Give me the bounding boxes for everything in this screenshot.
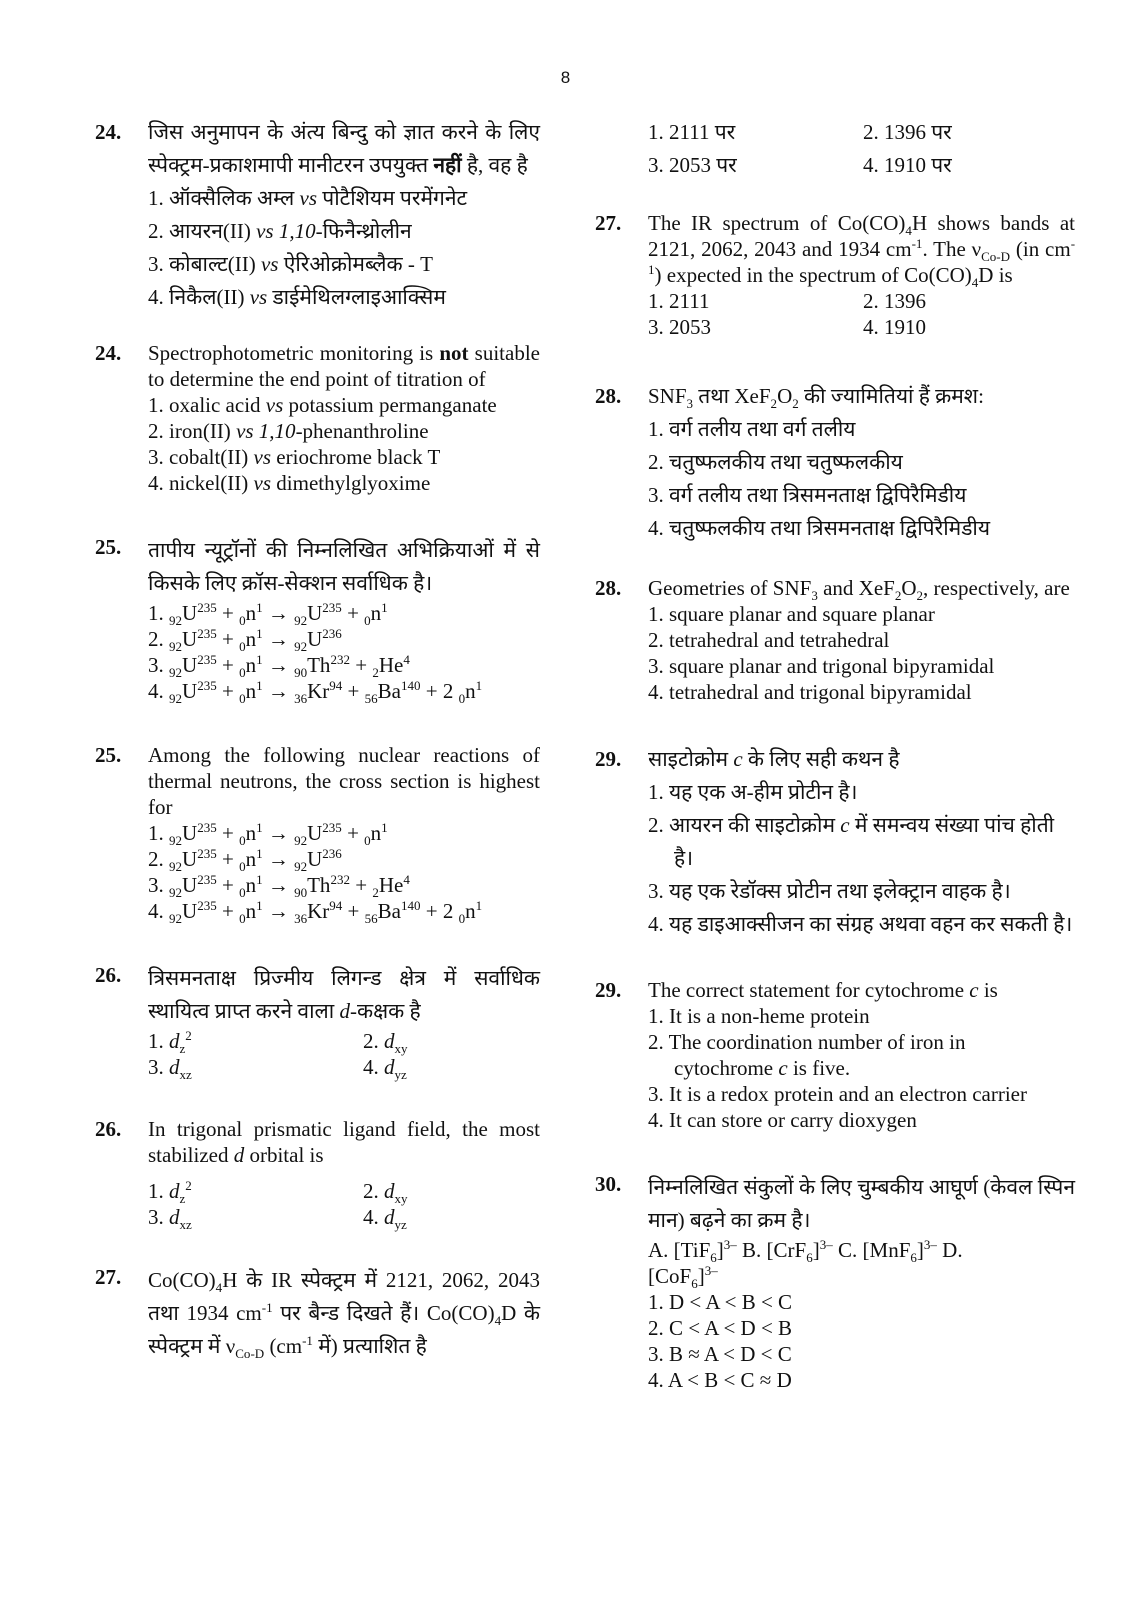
option-3: 3. वर्ग तलीय तथा त्रिसमनताक्ष द्विपिरैमिडीय (648, 483, 967, 507)
question-27-hindi (95, 1264, 540, 1363)
reaction-option-4: 4. $_{92}U^{235} + _0n^1 \to _{36}Kr^{94} + _{56}Ba^{140} + 2$ $_0n^1$ (148, 678, 483, 707)
option-3: 3. B ≈ A < D < C (648, 1342, 792, 1366)
question-stem: The correct statement for cytochrome c is (648, 978, 998, 1002)
question-number: 26. (95, 963, 122, 987)
option-1: 1. यह एक अ-हीम प्रोटीन है। (648, 780, 858, 804)
option-4: 4. चतुष्फलकीय तथा त्रिसमनताक्ष द्विपिरैमिडीय (648, 516, 991, 540)
page-number: 8 (560, 68, 571, 87)
option-4: 4. यह डाइआक्सीजन का संग्रह अथवा वहन कर सकती है। (648, 912, 1073, 936)
question-number: 27. (595, 211, 622, 235)
question-stem: साइटोक्रोम c के लिए सही कथन है (648, 747, 900, 771)
option-1: 1. square planar and square planar (648, 602, 935, 626)
option-1: 1. 2111 पर (648, 120, 736, 144)
question-stem: Among the following nuclear reactions of thermal neutrons, the cross section is highest for (148, 743, 540, 819)
option-1: 1. D < A < B < C (648, 1290, 793, 1314)
question-27-hindi-options (595, 116, 1075, 182)
question-28-hindi (595, 380, 1075, 545)
option-2: 2. 1396 (863, 289, 926, 313)
question-number: 24. (95, 341, 122, 365)
complex-list: A. $[TiF_6]^{3-}$ B. $[CrF_6]^{3-}$ C. $[MnF_6]^{3-}$ D. $[CoF_6]^{3-}$ (648, 1237, 963, 1292)
option-2: 2. आयरन(II) vs 1,10-फिनैन्थ्रोलीन (148, 219, 412, 243)
question-stem: तापीय न्यूट्रॉनों की निम्नलिखित अभिक्रियाओं में से किसके लिए क्रॉस-सेक्शन सर्वाधिक है। (148, 538, 540, 595)
option-3: 3. cobalt(II) vs eriochrome black T (148, 445, 441, 469)
option-1: 1. $d_z^2$ (148, 1028, 192, 1057)
question-stem: Geometries of $SNF_3$ and $XeF_2O_2$, respectively, are (648, 576, 1070, 604)
option-1: 1. ऑक्सैलिक अम्ल vs पोटैशियम परमेंगनेट (148, 186, 468, 210)
option-3: 3. It is a redox protein and an electron carrier (648, 1082, 1027, 1106)
question-number: 29. (595, 747, 622, 771)
option-4: 4. $d_{yz}$ (363, 1205, 407, 1233)
option-4: 4. $d_{yz}$ (363, 1055, 407, 1083)
option-2: 2. C < A < D < B (648, 1316, 793, 1340)
option-2: 2. $d_{xy}$ (363, 1179, 408, 1207)
option-1: 1. $d_z^2$ (148, 1178, 192, 1207)
question-29-hindi (595, 743, 1075, 941)
question-24-hindi (95, 116, 540, 314)
question-stem: निम्नलिखित संकुलों के लिए चुम्बकीय आघूर्ण (केवल स्पिन मान) बढ़ने का क्रम है। (648, 1175, 1075, 1232)
reaction-option-2: 2. $_{92}U^{235} + _0n^1 \to _{92}U^{236}$ (148, 626, 342, 655)
option-3: 3. कोबाल्ट(II) vs ऐरिओक्रोमब्लैक - T (148, 252, 433, 276)
reaction-option-3: 3. $_{92}U^{235} + _0n^1 \to _{90}Th^{232} + _2He^4$ (148, 872, 410, 901)
reaction-option-3: 3. $_{92}U^{235} + _0n^1 \to _{90}Th^{232} + _2He^4$ (148, 652, 410, 681)
reaction-option-1: 1. $_{92}U^{235} + _0n^1 \to _{92}U^{235} + _0n^1$ (148, 820, 388, 849)
question-stem: In trigonal prismatic ligand field, the most stabilized d orbital is (148, 1117, 540, 1167)
option-3: 3. यह एक रेडॉक्स प्रोटीन तथा इलेक्ट्रान वाहक है। (648, 879, 1011, 903)
option-1: 1. वर्ग तलीय तथा वर्ग तलीय (648, 417, 856, 441)
options-grid (648, 116, 1075, 182)
question-number: 25. (95, 535, 122, 559)
option-4: 4. tetrahedral and trigonal bipyramidal (648, 680, 972, 704)
option-2: 2. iron(II) vs 1,10-phenanthroline (148, 419, 429, 443)
option-4: 4. A < B < C ≈ D (648, 1368, 792, 1392)
question-number: 24. (95, 120, 122, 144)
option-3: 3. square planar and trigonal bipyramidal (648, 654, 995, 678)
question-24-english (95, 340, 540, 496)
option-4: 4. nickel(II) vs dimethylglyoxime (148, 471, 431, 495)
question-number: 26. (95, 1117, 122, 1141)
question-number: 28. (595, 576, 622, 600)
option-3: 3. 2053 (648, 315, 711, 339)
question-26-english (95, 1116, 540, 1233)
option-3: 3. 2053 पर (648, 153, 737, 177)
question-26-hindi (95, 962, 540, 1083)
reaction-option-1: 1. $_{92}U^{235} + _0n^1 \to _{92}U^{235} + _0n^1$ (148, 600, 388, 629)
option-1: 1. It is a non-heme protein (648, 1004, 870, 1028)
question-stem: $Co(CO)_4H$ के IR स्पेक्ट्रम में 2121, 2062, 2043 तथा 1934 $cm^{-1}$ पर बैन्ड दिखते हैं। $Co(CO)_4D$ के स्पेक्ट्रम में $\nu_{Co-D}$ ($cm^{-1}$ में) प्रत्याशित है (148, 1268, 541, 1362)
options-grid (148, 1178, 540, 1233)
question-number: 25. (95, 743, 122, 767)
option-4: 4. 1910 (863, 315, 926, 339)
question-29-english (595, 977, 1075, 1133)
right-column (595, 116, 1075, 1421)
option-2: 2. tetrahedral and tetrahedral (648, 628, 890, 652)
question-stem: Spectrophotometric monitoring is not suitable to determine the end point of titration of (148, 341, 540, 391)
question-number: 28. (595, 384, 622, 408)
options-grid (148, 1028, 540, 1083)
option-2: 2. $d_{xy}$ (363, 1029, 408, 1057)
option-3: 3. $d_{xz}$ (148, 1055, 192, 1083)
option-4: 4. 1910 पर (863, 153, 952, 177)
question-number: 30. (595, 1172, 622, 1196)
question-27-english (595, 210, 1075, 340)
option-4: 4. निकैल(II) vs डाईमेथिलग्लाइआक्सिम (148, 285, 446, 309)
question-number: 29. (595, 978, 622, 1002)
option-1: 1. oxalic acid vs potassium permanganate (148, 393, 497, 417)
question-28-english (595, 575, 1075, 705)
option-2: 2. आयरन की साइटोक्रोम c में समन्वय संख्या पांच होती है। (648, 813, 1055, 870)
reaction-option-2: 2. $_{92}U^{235} + _0n^1 \to _{92}U^{236}$ (148, 846, 342, 875)
question-stem: जिस अनुमापन के अंत्य बिन्दु को ज्ञात करने के लिए स्पेक्ट्रम-प्रकाशमापी मानीटरन उपयुक्त नहीं है, वह है (148, 120, 540, 177)
reaction-option-4: 4. $_{92}U^{235} + _0n^1 \to _{36}Kr^{94} + _{56}Ba^{140} + 2$ $_0n^1$ (148, 898, 483, 927)
option-2: 2. The coordination number of iron in cytochrome c is five. (648, 1030, 966, 1080)
option-2: 2. चतुष्फलकीय तथा चतुष्फलकीय (648, 450, 903, 474)
option-4: 4. It can store or carry dioxygen (648, 1108, 917, 1132)
option-3: 3. $d_{xz}$ (148, 1205, 192, 1233)
left-column (95, 116, 540, 1391)
question-stem: त्रिसमनताक्ष प्रिज्मीय लिगन्ड क्षेत्र में सर्वाधिक स्थायित्व प्राप्त करने वाला d-कक्षक है (148, 966, 540, 1023)
option-1: 1. 2111 (648, 289, 710, 313)
options-grid (648, 288, 1075, 340)
question-stem: $SNF_3$ तथा $XeF_2O_2$ की ज्यामितियां हैं क्रमश: (648, 384, 984, 412)
question-25-english (95, 742, 540, 927)
question-number: 27. (95, 1265, 122, 1289)
option-2: 2. 1396 पर (863, 120, 952, 144)
question-25-hindi (95, 534, 540, 707)
question-stem: The IR spectrum of $Co(CO)_4H$ shows bands at 2121, 2062, 2043 and 1934 $cm^{-1}$. The $\nu_{Co-D}$ (in $cm^{-1}$) expected in the spectrum of $Co(CO)_4D$ is (648, 211, 1076, 291)
question-30-hindi (595, 1171, 1075, 1393)
